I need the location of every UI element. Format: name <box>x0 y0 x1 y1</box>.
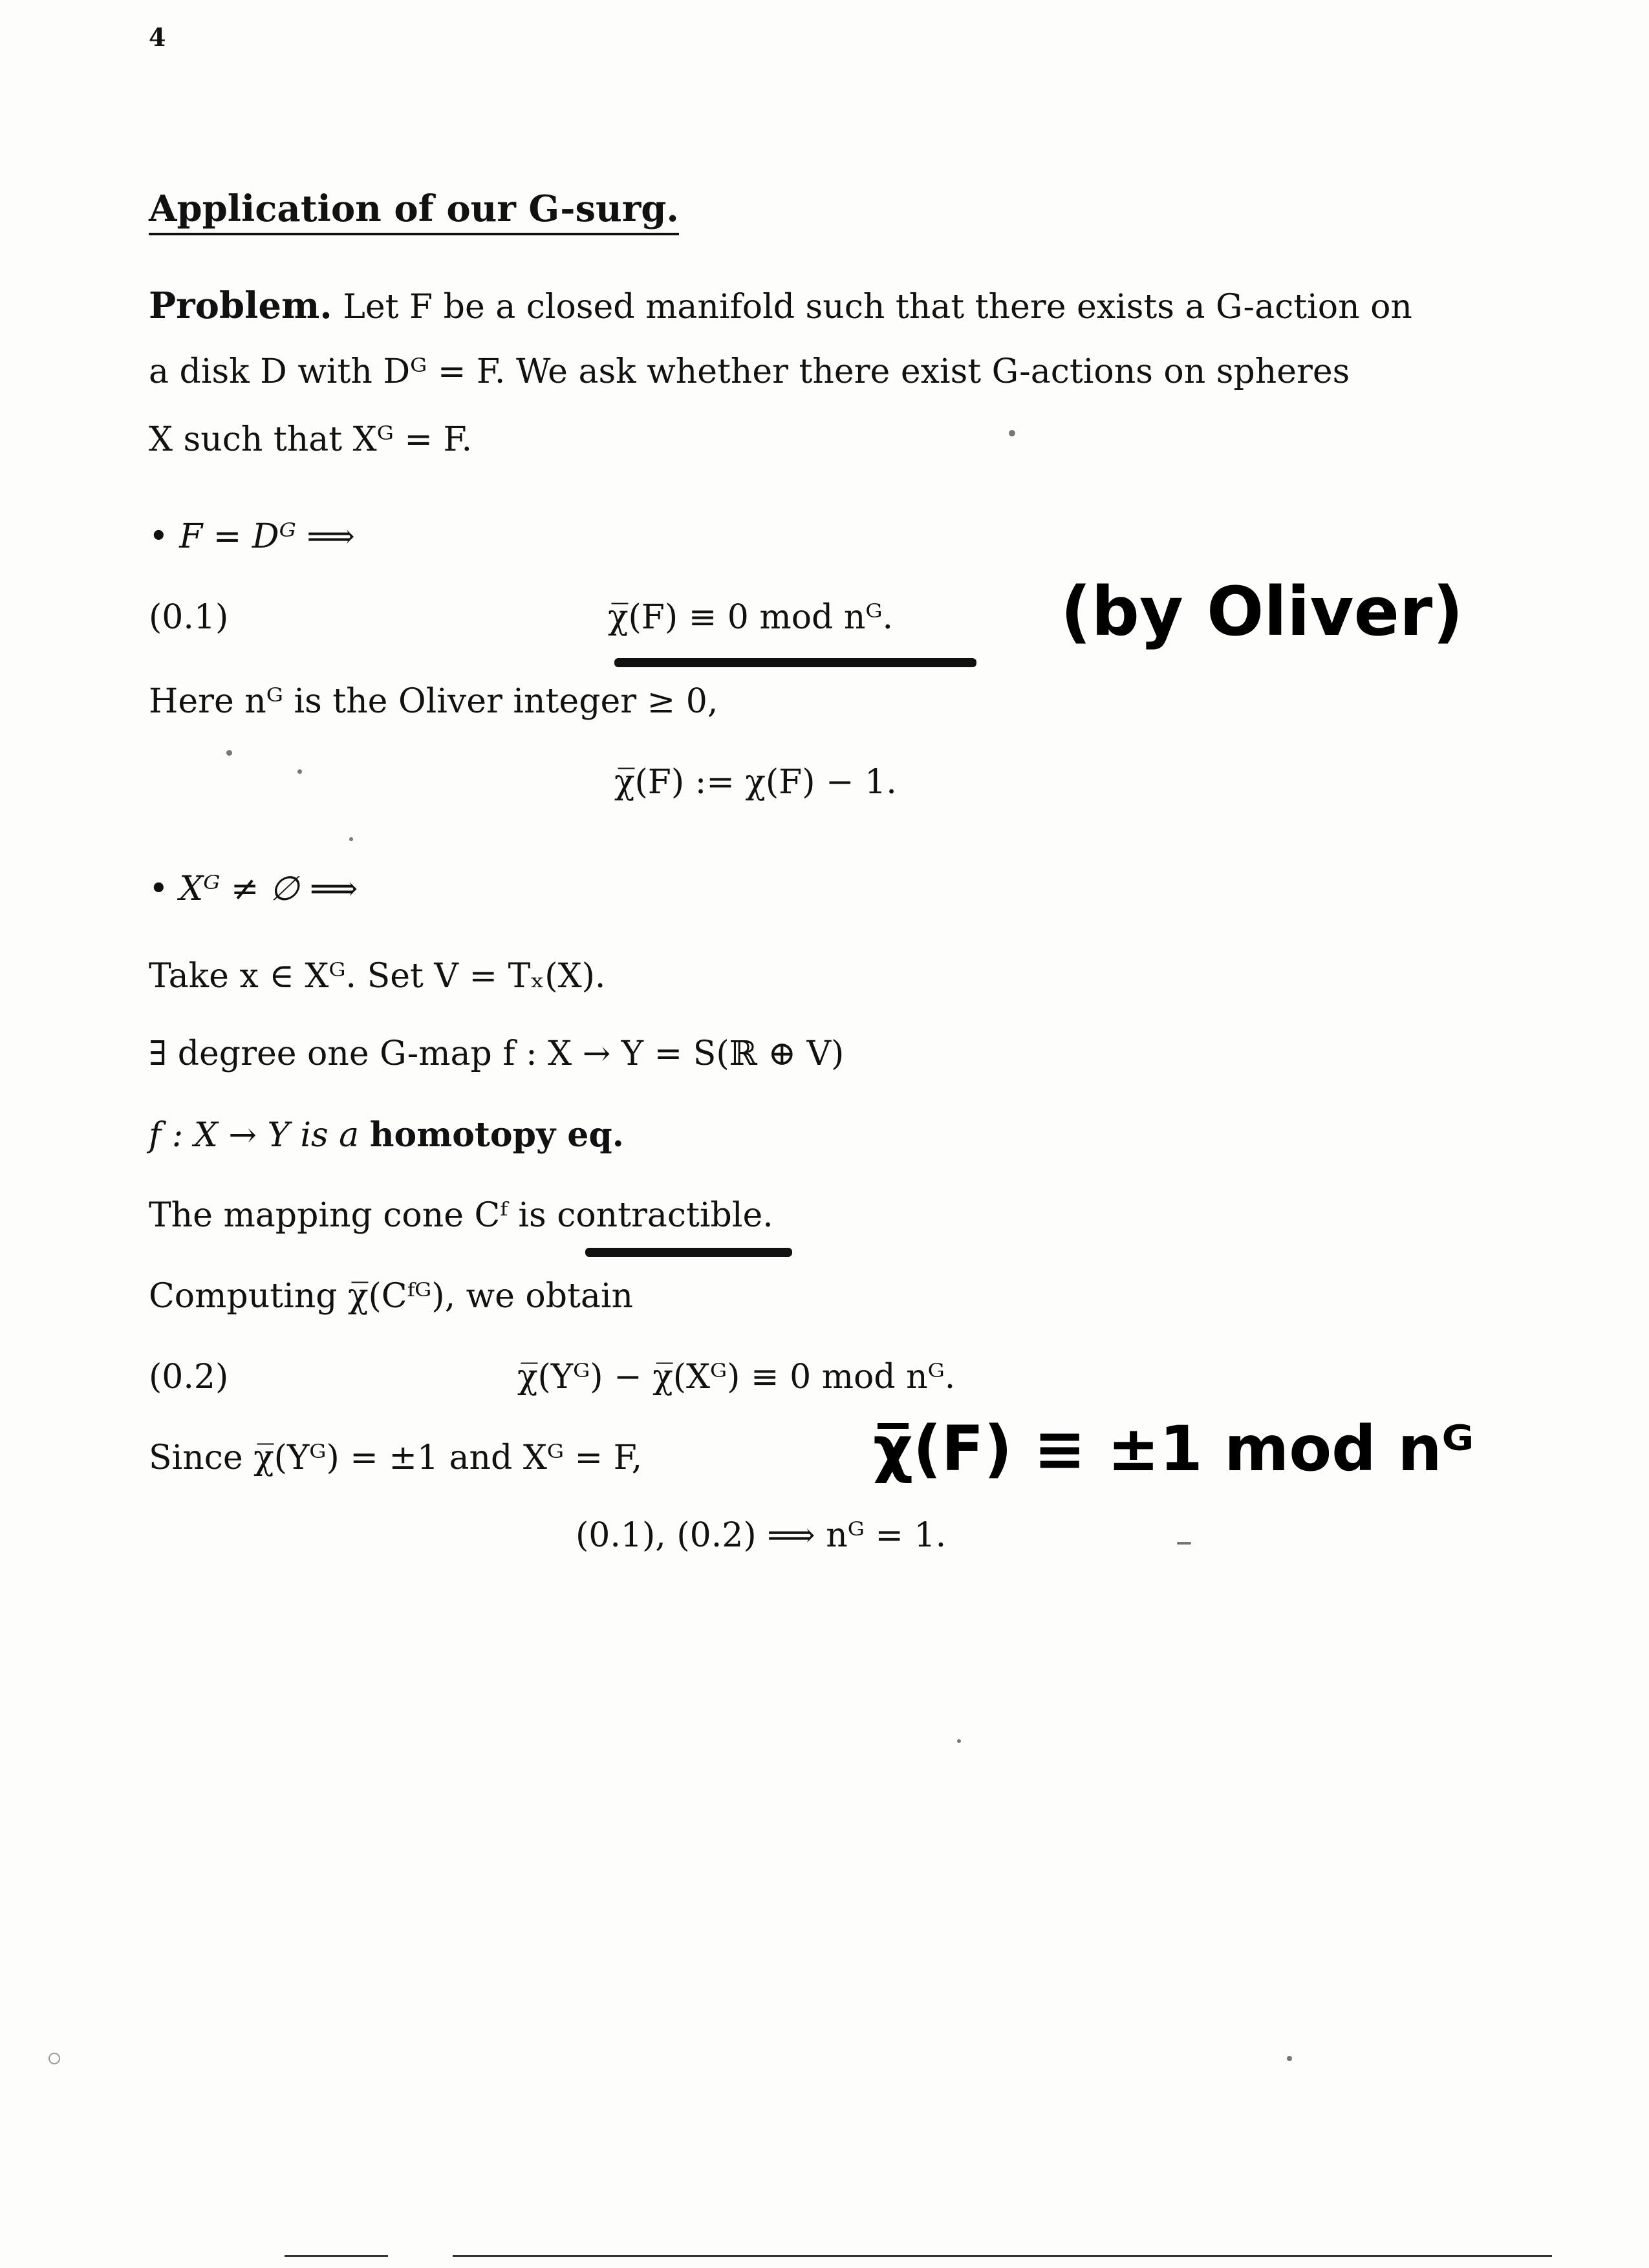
problem-label: Problem. <box>149 284 332 327</box>
mapping-cone-line <box>149 1196 773 1235</box>
problem-line-3: X such that Xᴳ = F. <box>149 420 472 459</box>
problem-text-1: Let F be a closed manifold such that there exists a G-action on <box>343 288 1412 326</box>
degree-one-map-line: ∃ degree one G-map f : X → Y = S(ℝ ⊕ V) <box>149 1034 845 1073</box>
reduced-euler-definition: χ̅(F) := χ(F) − 1. <box>614 763 897 802</box>
homotopy-prefix: f : X → Y is a <box>149 1116 370 1155</box>
scan-edge-line <box>285 2255 388 2257</box>
equation-tag-0-1: (0.1) <box>149 598 229 637</box>
equation-0-2: χ̅(Yᴳ) − χ̅(Xᴳ) ≡ 0 mod nᴳ. <box>517 1358 956 1396</box>
contractible-underline <box>585 1248 792 1257</box>
oliver-integer-line: Here nᴳ is the Oliver integer ≥ 0, <box>149 682 718 721</box>
bullet-xg-nonempty: • Xᴳ ≠ ∅ ⟹ <box>149 870 358 908</box>
page-number: 4 <box>149 23 166 52</box>
equation-tag-0-2: (0.2) <box>149 1358 229 1396</box>
since-line: Since χ̅(Yᴳ) = ±1 and Xᴳ = F, <box>149 1439 643 1477</box>
scan-speck <box>957 1739 961 1743</box>
mapping-cone-prefix: The mapping cone Cᶠ is <box>149 1196 557 1235</box>
homotopy-bold: homotopy eq. <box>369 1115 624 1155</box>
scan-speck <box>1009 430 1015 436</box>
scan-speck <box>226 750 232 756</box>
problem-line-1 <box>149 284 1412 327</box>
scan-speck <box>297 769 302 774</box>
section-title: Application of our G-surg. <box>149 187 679 235</box>
scan-speck <box>1287 2056 1292 2061</box>
scan-edge-line <box>453 2255 1552 2257</box>
computing-line: Computing χ̅(Cᶠᴳ), we obtain <box>149 1277 634 1316</box>
problem-line-2: a disk D with Dᴳ = F. We ask whether there exist G-actions on spheres <box>149 352 1350 391</box>
scan-speck <box>48 2053 60 2064</box>
bullet-f-equals-dg: • F = Dᴳ ⟹ <box>149 517 355 556</box>
homotopy-line <box>149 1115 624 1155</box>
equation-0-1-underline <box>614 658 976 667</box>
conclusion-line: (0.1), (0.2) ⟹ nᴳ = 1. <box>576 1516 947 1555</box>
handwritten-note-congruence: χ̅(F) ≡ ±1 mod nᴳ <box>873 1413 1474 1485</box>
contractible-word: contractible. <box>557 1196 773 1235</box>
equation-0-1: χ̅(F) ≡ 0 mod nᴳ. <box>608 598 894 637</box>
handwritten-note-by-oliver: (by Oliver) <box>1061 572 1463 651</box>
take-point-line: Take x ∈ Xᴳ. Set V = Tₓ(X). <box>149 957 606 996</box>
scan-speck <box>1177 1542 1191 1545</box>
scan-speck <box>349 837 353 841</box>
